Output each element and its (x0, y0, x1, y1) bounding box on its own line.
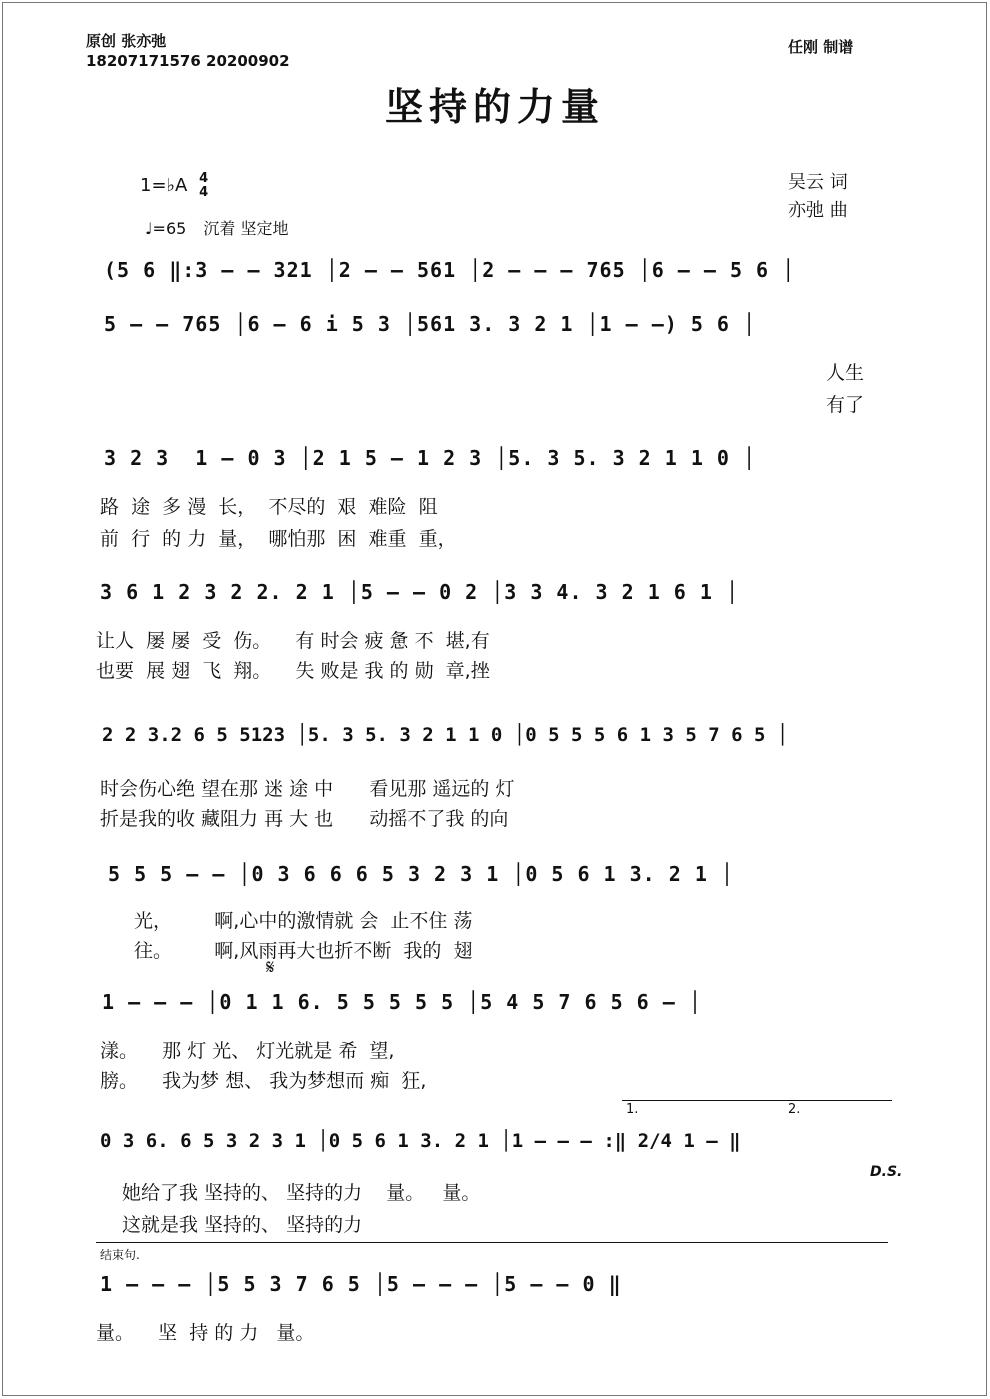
notation-row-3: 3 2 3 1 – 0 3 │2 1 5 – 1 2 3 │5. 3 5. 3 2 1 1 0 │ (104, 446, 757, 470)
lyric-row-4-verse-2: 也要 展 翅 飞 翔。 失 败是 我 的 勋 章,挫 (96, 660, 490, 682)
time-bottom: 4 (199, 185, 209, 200)
lyric-row-4-verse-1: 让人 屡 屡 受 伤。 有 时会 疲 惫 不 堪,有 (96, 630, 490, 652)
staff-row-6 (0, 862, 990, 902)
lyric-row-2-verse-1: 人生 (826, 362, 865, 384)
staff-row-2 (0, 312, 990, 352)
lyric-row-3-verse-2: 前 行 的 力 量， 哪怕那 困 难重 重， (100, 528, 457, 550)
volta-1: 1. (626, 1102, 639, 1117)
staff-row-9 (0, 1272, 990, 1312)
volta-2: 2. (788, 1102, 801, 1117)
time-top: 4 (199, 171, 209, 186)
expression-marking: 沉着 坚定地 (203, 219, 289, 238)
lyric-row-8-verse-1: 她给了我 坚持的、 坚持的力 量。 量。 (122, 1182, 481, 1204)
tempo-marking (145, 216, 289, 239)
notation-row-8: 0 3 6. 6 5 3 2 3 1 │0 5 6 1 3. 2 1 │1 – – – :‖ 2/4 1 – ‖ (100, 1130, 741, 1152)
ending-bracket (96, 1242, 888, 1243)
time-signature (199, 172, 208, 200)
original-credit: 原创 张亦弛 (86, 32, 167, 50)
staff-row-1 (0, 258, 990, 298)
lyric-row-7-verse-2: 膀。 我为梦 想、 我为梦想而 痴 狂, (100, 1070, 427, 1092)
tempo-value: ♩=65 (145, 219, 187, 238)
notation-row-9: 1 – – – │5 5 3 7 6 5 │5 – – – │5 – – 0 ‖ (100, 1272, 622, 1296)
segno-sign: 𝄋 (266, 955, 275, 979)
notation-row-2: 5 – – 765 │6 – 6 i 5 3 │561 3. 3 2 1 │1 – –) 5 6 │ (104, 312, 757, 336)
composer-credit: 亦弛 曲 (788, 200, 848, 221)
arranger-credit: 任刚 制谱 (788, 38, 854, 56)
ending-label: 结束句. (100, 1248, 140, 1262)
lyric-row-6-verse-1: 光， 啊,心中的激情就 会 止不住 荡 (134, 910, 473, 932)
notation-row-4: 3 6 1 2 3 2 2. 2 1 │5 – – 0 2 │3 3 4. 3 2 1 6 1 │ (100, 580, 740, 604)
staff-row-3 (0, 446, 990, 486)
lyric-row-5-verse-1: 时会伤心绝 望在那 迷 途 中 看见那 遥远的 灯 (100, 778, 515, 800)
staff-row-7 (0, 990, 990, 1030)
lyric-row-3-verse-1: 路 途 多 漫 长， 不尽的 艰 难险 阻 (100, 496, 438, 518)
lyricist-credit: 吴云 词 (788, 172, 848, 193)
song-title: 坚持的力量 (384, 84, 605, 129)
key-signature (140, 172, 208, 200)
key-label: 1=♭A (140, 175, 188, 196)
notation-row-5: 2 2 3.2 6 5 5123 │5. 3 5. 3 2 1 1 0 │0 5 5 5 6 1 3 5 7 6 5 │ (102, 724, 789, 746)
notation-row-7: 1 – – – │0 1 1 6. 5 5 5 5 5 │5 4 5 7 6 5 6 – │ (102, 990, 702, 1014)
ds-marking: D.S. (870, 1164, 903, 1180)
staff-row-8 (0, 1130, 990, 1170)
notation-row-6: 5 5 5 – – │0 3 6 6 6 5 3 2 3 1 │0 5 6 1 3. 2 1 │ (108, 862, 734, 886)
staff-row-5 (0, 724, 990, 764)
phone-date: 18207171576 20200902 (86, 52, 290, 70)
lyric-row-9: 量。 坚 持 的 力 量。 (96, 1322, 315, 1344)
volta-1-bracket (622, 1100, 788, 1101)
lyric-row-2-verse-2: 有了 (826, 394, 865, 416)
lyric-row-6-verse-2: 往。 啊,风雨再大也折不断 我的 翅 (134, 940, 473, 962)
lyric-row-5-verse-2: 折是我的收 藏阻力 再 大 也 动摇不了我 的向 (100, 808, 509, 830)
lyric-row-8-verse-2: 这就是我 坚持的、 坚持的力 (122, 1214, 363, 1236)
notation-row-1: (5 6 ‖:3 – – 321 │2 – – 561 │2 – – – 765 │6 – – 5 6 │ (104, 258, 796, 282)
staff-row-4 (0, 580, 990, 620)
volta-2-bracket (782, 1100, 892, 1101)
lyric-row-7-verse-1: 漾。 那 灯 光、 灯光就是 希 望, (100, 1040, 395, 1062)
